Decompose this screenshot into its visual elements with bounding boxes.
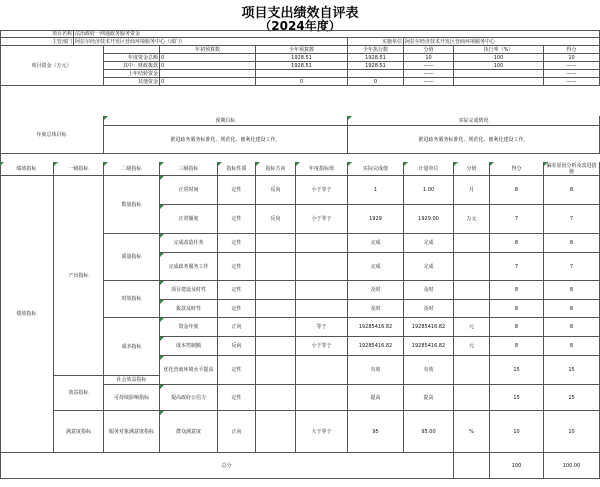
indicator-target: 1929 <box>348 205 404 234</box>
indicator-direction <box>256 234 296 253</box>
indicator-score: 7 <box>490 253 544 281</box>
level-main-label: 绩效指标 <box>0 176 54 453</box>
indicator-comparator: 小于等于 <box>296 337 348 356</box>
indicator-target: 完成 <box>348 253 404 281</box>
indicator-unit: 元 <box>454 337 490 356</box>
dept-label: 主管部门 <box>0 38 74 46</box>
indicator-got: 8 <box>544 176 600 205</box>
funds-cell-rate <box>454 78 544 86</box>
funds-cell-got: —— <box>544 70 600 78</box>
indicator-name: 资金年度 <box>160 318 218 337</box>
indicator-nature: 定性 <box>218 176 256 205</box>
funds-cell-initial: 0 <box>160 62 256 70</box>
level1-benefit: 效益指标 <box>54 376 104 411</box>
funds-cell-budget: 1928.51 <box>256 54 348 62</box>
indicator-comparator <box>296 253 348 281</box>
project-name-value: 法治政府一网通政务服务资金 <box>74 30 600 38</box>
level2-label: 时效指标 <box>104 281 160 318</box>
indicator-header-5: 指标方向 <box>256 162 296 176</box>
indicator-score: 8 <box>490 281 544 300</box>
total-got: 100.00 <box>544 453 600 479</box>
indicator-nature: 正向 <box>218 318 256 337</box>
level2-label: 社会效益指标 <box>104 376 160 385</box>
indicator-unit <box>454 281 490 300</box>
funds-header-1: 全年预算数 <box>256 46 348 54</box>
indicator-target: 19285416.82 <box>348 318 404 337</box>
funds-cell-got: 10 <box>544 54 600 62</box>
indicator-name: 优化营商环境水平提高 <box>160 356 218 385</box>
indicator-actual: 19285416.82 <box>404 337 454 356</box>
impl-value: 阿拉尔经济技术开发区营商环境服务中心 <box>404 38 600 46</box>
indicator-unit: % <box>454 411 490 453</box>
indicator-got: 7 <box>544 205 600 234</box>
funds-header-5: 得分 <box>544 46 600 54</box>
funds-header-3: 分值 <box>404 46 454 54</box>
indicator-score: 15 <box>490 385 544 411</box>
indicator-unit: 月 <box>454 176 490 205</box>
indicator-name: 群众满意度 <box>160 411 218 453</box>
indicator-comparator: 小于等于 <box>296 205 348 234</box>
level2-label: 服务对象满意度指标 <box>104 411 160 453</box>
indicator-header-6: 年度指标值 <box>296 162 348 176</box>
page-subtitle: （2024年度） <box>259 19 341 33</box>
goals-label: 年度总体目标 <box>0 116 104 154</box>
funds-cell-executed: 0 <box>348 78 404 86</box>
indicator-actual: 19285416.82 <box>404 318 454 337</box>
indicator-comparator: 大于等于 <box>296 411 348 453</box>
indicator-actual: 完成 <box>404 234 454 253</box>
indicator-comparator <box>296 234 348 253</box>
indicator-name: 成本控制额 <box>160 337 218 356</box>
indicator-header-3: 三级指标 <box>160 162 218 176</box>
level2-label: 成本指标 <box>104 318 160 376</box>
funds-header-2: 全年执行数 <box>348 46 404 54</box>
indicator-name: 完成政务服务工作 <box>160 253 218 281</box>
indicator-name: 正常时间 <box>160 176 218 205</box>
funds-cell-executed <box>348 70 404 78</box>
indicator-comparator: 等于 <box>296 318 348 337</box>
funds-cell-got: —— <box>544 62 600 70</box>
indicator-direction <box>256 253 296 281</box>
indicator-got: 7 <box>544 253 600 281</box>
funds-cell-executed: 1928.51 <box>348 54 404 62</box>
funds-cell-score: 10 <box>404 54 454 62</box>
indicator-header-4: 指标性质 <box>218 162 256 176</box>
indicator-direction: 反向 <box>256 176 296 205</box>
funds-cell-executed: 1928.51 <box>348 62 404 70</box>
goals-expected-text: 推进政务服务标准化、规范化、便利化建设工作。 <box>104 126 348 154</box>
goals-actual-header: 实际完成情况 <box>348 116 600 126</box>
indicator-direction <box>256 300 296 318</box>
indicator-target: 及时 <box>348 281 404 300</box>
funds-cell-budget <box>256 70 348 78</box>
indicator-actual: 提高 <box>404 385 454 411</box>
indicator-score: 8 <box>490 337 544 356</box>
funds-header-0: 年初预算数 <box>160 46 256 54</box>
indicator-comparator: 小于等于 <box>296 176 348 205</box>
indicator-got: 8 <box>544 337 600 356</box>
indicator-nature: 反向 <box>218 337 256 356</box>
funds-cell-rate: 100 <box>454 62 544 70</box>
indicator-unit <box>454 385 490 411</box>
funds-header-blank <box>104 46 160 54</box>
dept-value: 阿拉尔经济技术开发区营商环境服务中心（部门） <box>74 38 348 46</box>
funds-row-label: 其他资金 <box>104 78 160 86</box>
funds-cell-rate <box>454 70 544 78</box>
funds-cell-budget: 1928.51 <box>256 62 348 70</box>
indicator-score: 7 <box>490 205 544 234</box>
funds-row-label: 上年结转资金 <box>104 70 160 78</box>
indicator-comparator <box>296 385 348 411</box>
indicator-direction <box>256 411 296 453</box>
indicator-score: 10 <box>490 411 544 453</box>
funds-cell-initial <box>160 70 256 78</box>
indicator-nature: 定性 <box>218 385 256 411</box>
indicator-unit <box>454 253 490 281</box>
level2-label: 可持续影响指标 <box>104 385 160 411</box>
indicator-header-9: 分值 <box>454 162 490 176</box>
level2-label: 质量指标 <box>104 234 160 281</box>
indicator-nature: 定性 <box>218 253 256 281</box>
indicator-nature: 定性 <box>218 234 256 253</box>
indicator-nature: 定性 <box>218 356 256 385</box>
indicator-target: 完成 <box>348 234 404 253</box>
funds-cell-score: —— <box>404 78 454 86</box>
indicator-name: 完成改造任务 <box>160 234 218 253</box>
indicator-got: 8 <box>544 281 600 300</box>
indicator-nature: 正向 <box>218 411 256 453</box>
indicator-direction <box>256 337 296 356</box>
indicator-actual: 1.00 <box>404 176 454 205</box>
indicator-target: 及时 <box>348 300 404 318</box>
indicator-nature: 定性 <box>218 300 256 318</box>
indicator-score: 8 <box>490 300 544 318</box>
indicator-nature: 定性 <box>218 205 256 234</box>
funds-label: 项目资金（万元） <box>0 46 104 86</box>
funds-row-label: 年度资金总额 <box>104 54 160 62</box>
indicator-comparator <box>296 356 348 385</box>
indicator-score: 8 <box>490 318 544 337</box>
indicator-actual: 95.00 <box>404 411 454 453</box>
indicator-header-10: 得分 <box>490 162 544 176</box>
funds-cell-score: —— <box>404 62 454 70</box>
indicator-name: 拨款及时性 <box>160 300 218 318</box>
project-name-label: 项目名称 <box>0 30 74 38</box>
indicator-header-11: 偏差原因分析及改进措施 <box>544 162 600 176</box>
indicator-target: 95 <box>348 411 404 453</box>
indicator-direction: 反向 <box>256 205 296 234</box>
total-label: 总分 <box>0 453 454 479</box>
indicator-unit: 元 <box>454 318 490 337</box>
indicator-nature: 定性 <box>218 281 256 300</box>
indicator-got: 8 <box>544 300 600 318</box>
indicator-actual: 1929.00 <box>404 205 454 234</box>
level1-output: 产出指标 <box>54 176 104 376</box>
indicator-name: 提高政府公信力 <box>160 385 218 411</box>
indicator-got: 8 <box>544 318 600 337</box>
indicator-actual: 及时 <box>404 281 454 300</box>
funds-cell-budget: 0 <box>256 78 348 86</box>
indicator-direction <box>256 356 296 385</box>
funds-cell-score: —— <box>404 70 454 78</box>
indicator-header-2: 二级指标 <box>104 162 160 176</box>
funds-row-label: 其中：财政拨款 <box>104 62 160 70</box>
total-score: 100 <box>490 453 544 479</box>
total-blank <box>454 453 490 479</box>
indicator-name: 正常额度 <box>160 205 218 234</box>
level1-satisfaction: 满意度指标 <box>54 411 104 453</box>
indicator-actual: 完成 <box>404 253 454 281</box>
indicator-unit <box>454 356 490 385</box>
funds-cell-rate: 100 <box>454 54 544 62</box>
goals-actual-text: 推进政务服务标准化、规范化、便利化建设工作。 <box>348 126 600 154</box>
indicator-got: 10 <box>544 411 600 453</box>
indicator-name: 项目建设及时性 <box>160 281 218 300</box>
funds-cell-initial: 0 <box>160 78 256 86</box>
indicator-got: 8 <box>544 234 600 253</box>
indicator-direction <box>256 281 296 300</box>
indicator-got: 15 <box>544 385 600 411</box>
indicator-comparator <box>296 281 348 300</box>
level2-label: 数量指标 <box>104 176 160 234</box>
indicator-score: 8 <box>490 234 544 253</box>
indicator-direction <box>256 318 296 337</box>
indicator-target: 有效 <box>348 356 404 385</box>
indicator-header-0: 绩效指标 <box>0 162 54 176</box>
indicator-target: 提高 <box>348 385 404 411</box>
indicator-unit: 万元 <box>454 205 490 234</box>
indicator-actual: 有效 <box>404 356 454 385</box>
indicator-got: 15 <box>544 356 600 385</box>
indicator-score: 8 <box>490 176 544 205</box>
indicator-target: 1 <box>348 176 404 205</box>
funds-cell-got: —— <box>544 78 600 86</box>
indicator-unit <box>454 234 490 253</box>
goals-expected-header: 预期目标 <box>104 116 348 126</box>
indicator-actual: 及时 <box>404 300 454 318</box>
funds-cell-initial: 0 <box>160 54 256 62</box>
page-title: 项目支出绩效自评表 <box>241 6 359 21</box>
indicator-score: 15 <box>490 356 544 385</box>
indicator-header-8: 计量单位 <box>404 162 454 176</box>
funds-header-4: 执行率（%） <box>454 46 544 54</box>
indicator-target: 19285416.82 <box>348 337 404 356</box>
indicator-unit <box>454 300 490 318</box>
indicator-header-1: 一级指标 <box>54 162 104 176</box>
indicator-direction <box>256 385 296 411</box>
indicator-comparator <box>296 300 348 318</box>
indicator-header-7: 实际完成值 <box>348 162 404 176</box>
impl-label: 实施单位 <box>348 38 404 46</box>
